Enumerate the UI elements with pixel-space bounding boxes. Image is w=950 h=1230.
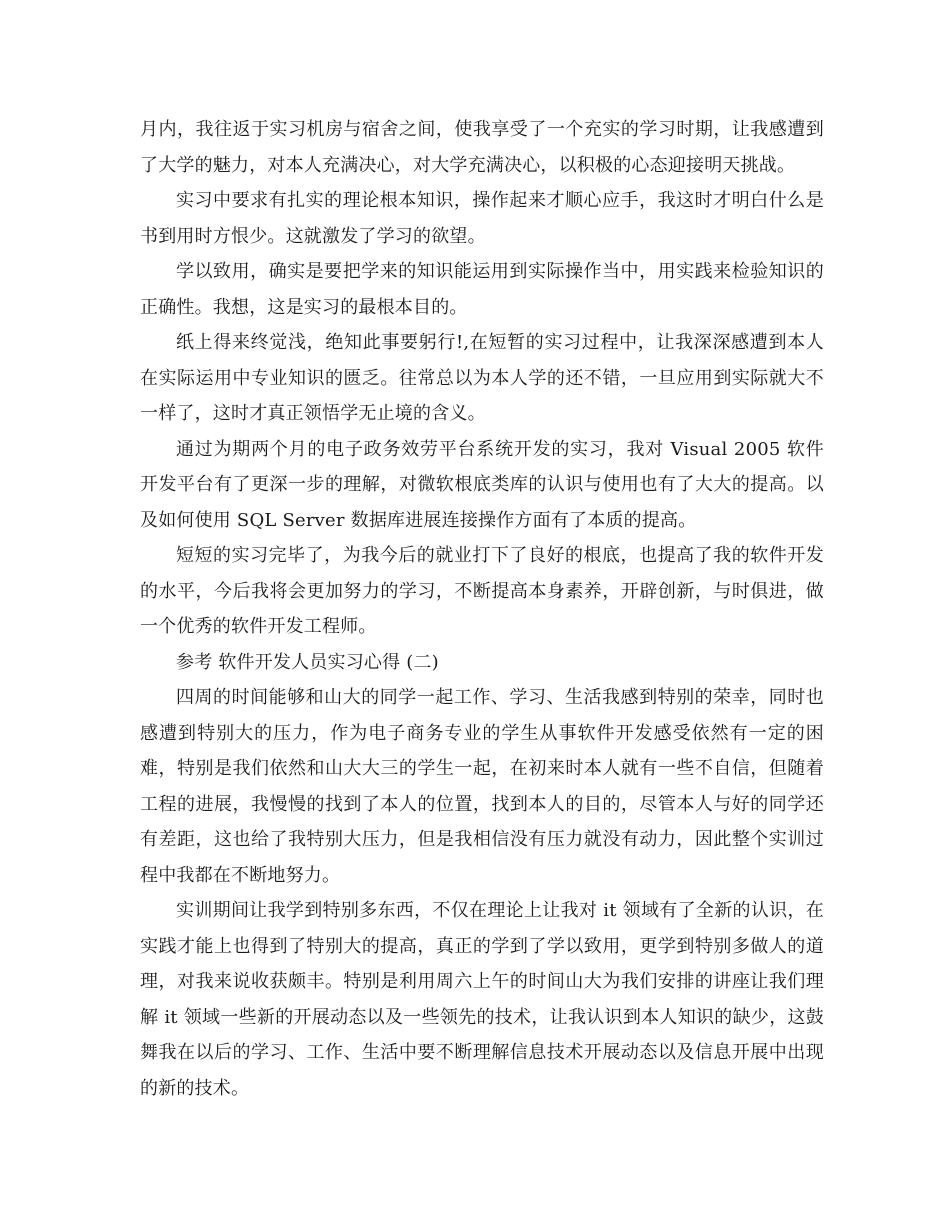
paragraph-2: 实习中要求有扎实的理论根本知识，操作起来才顺心应手，我这时才明白什么是书到用时方恨少。这就激发了学习的欲望。 [140, 190, 824, 247]
paragraph-5: 通过为期两个月的电子政务效劳平台系统开发的实习，我对 Visual 2005 软件开发平台有了更深一步的理解，对微软根底类库的认识与使用也有了大大的提高。以及如何使用 SQL Server 数据库进展连接操作方面有了本质的提高。 [140, 438, 824, 531]
document-body [140, 112, 824, 1106]
paragraph-7: 四周的时间能够和山大的同学一起工作、学习、生活我感到特别的荣幸，同时也感遭到特别大的压力，作为电子商务专业的学生从事软件开发感受依然有一定的困难，特别是我们依然和山大大三的学生一起，在初来时本人就有一些不自信，但随着工程的进展，我慢慢的找到了本人的位置，找到本人的目的，尽管本人与好的同学还有差距，这也给了我特别大压力，但是我相信没有压力就没有动力，因此整个实训过程中我都在不断地努力。 [140, 687, 824, 886]
paragraph-6: 短短的实习完毕了，为我今后的就业打下了良好的根底，也提高了我的软件开发的水平，今后我将会更加努力的学习，不断提高本身素养，开辟创新，与时俱进，做一个优秀的软件开发工程师。 [140, 545, 824, 637]
paragraph-4: 纸上得来终觉浅，绝知此事要躬行!,在短暂的实习过程中，让我深深感遭到本人在实际运用中专业知识的匮乏。往常总以为本人学的还不错，一旦应用到实际就大不一样了，这时才真正领悟学无止境的含义。 [140, 332, 824, 424]
paragraph-8: 实训期间让我学到特别多东西，不仅在理论上让我对 it 领域有了全新的认识，在实践才能上也得到了特别大的提高，真正的学到了学以致用，更学到特别多做人的道理，对我来说收获颇丰。特别是利用周六上午的时间山大为我们安排的讲座让我们理解 it 领域一些新的开展动态以及一些领先的技术，让我认识到本人知识的缺少，这鼓舞我在以后的学习、工作、生活中要不断理解信息技术开展动态以及信息开展中出现的新的技术。 [140, 900, 824, 1099]
section-heading: 参考 软件开发人员实习心得 (二) [176, 651, 439, 673]
paragraph-1: 月内，我往返于实习机房与宿舍之间，使我享受了一个充实的学习时期，让我感遭到了大学的魅力，对本人充满决心，对大学充满决心，以积极的心态迎接明天挑战。 [140, 119, 824, 176]
paragraph-3: 学以致用，确实是要把学来的知识能运用到实际操作当中，用实践来检验知识的正确性。我想，这是实习的最根本目的。 [140, 261, 824, 318]
